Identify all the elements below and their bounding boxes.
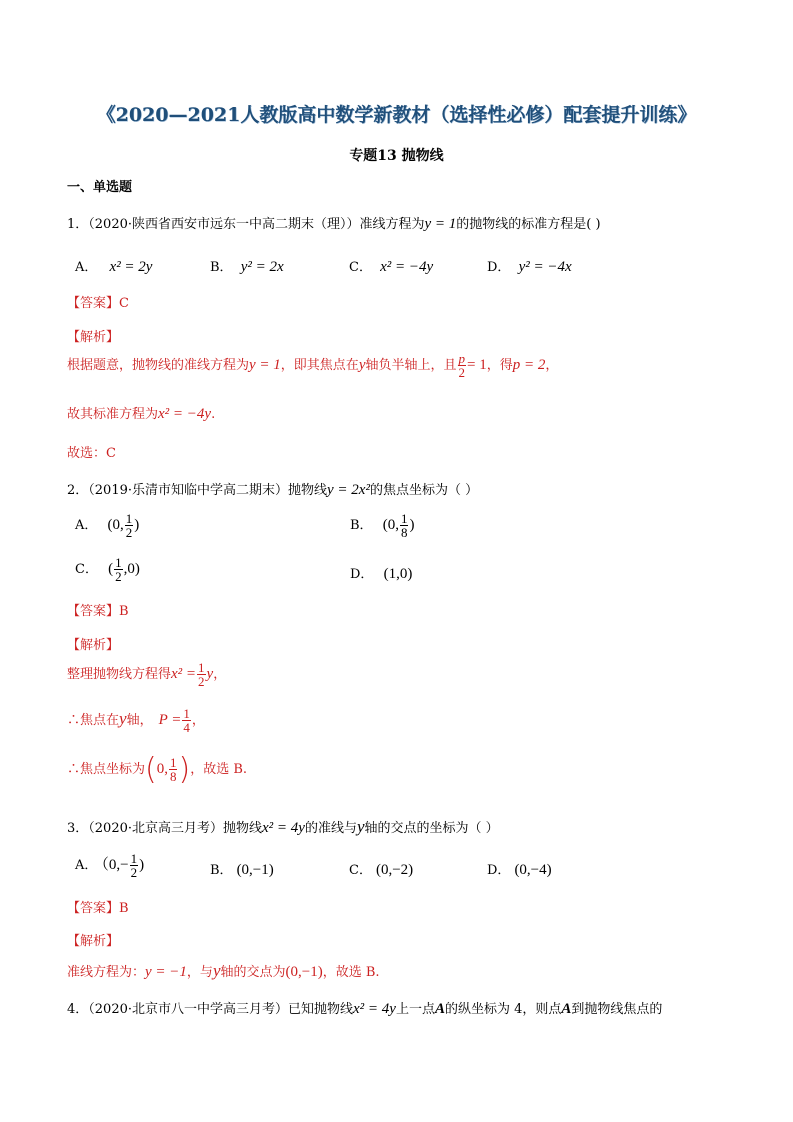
q3-option-a: A． （0,− $\frac{1}{2}$ ) — [75, 851, 145, 880]
q2-option-d: D． (1,0) — [350, 566, 413, 582]
q3-answer: 【答案】B — [67, 901, 129, 916]
question-3-stem: 3．（2020·北京高三月考）抛物线x² = 4y的准线与y轴的交点的坐标为（ ） — [67, 817, 499, 836]
q1-option-a-eq: x² = 2y — [109, 259, 153, 275]
question-4-stem: 4．（2020·北京市八一中学高三月考）已知抛物线x² = 4y上一点A的纵坐标为 4，则点A到抛物线焦点的 — [67, 1001, 663, 1017]
q1-option-a: A． x² = 2y — [75, 259, 153, 275]
q3-option-c: C． (0,−2) — [349, 862, 414, 878]
q1-option-d-eq: y² = −4x — [518, 259, 572, 275]
q1-analysis-label: 【解析】 — [67, 330, 120, 345]
q2-answer: 【答案】B — [67, 604, 129, 619]
q2-solution-line-2: ∴焦点在y轴， P = $\frac{1}{4}$ ， — [67, 706, 205, 735]
q3-option-d: D． (0,−4) — [487, 862, 552, 878]
q2-analysis-label: 【解析】 — [67, 638, 120, 653]
q3-analysis-label: 【解析】 — [67, 934, 120, 949]
q1-option-c-eq: x² = −4y — [380, 259, 434, 275]
q1-option-d: D． y² = −4x — [487, 259, 572, 275]
question-2-stem: 2．（2019·乐清市知临中学高二期末）抛物线y = 2x²的焦点坐标为（ ） — [67, 482, 479, 498]
q2-solution-line-1: 整理抛物线方程得x² = $\frac{1}{2}$ y， — [67, 660, 227, 689]
question-1-stem: 1．（2020·陕西省西安市远东一中高二期末（理））准线方程为y = 1的抛物线的标准方程是( ) — [67, 216, 601, 232]
q2-option-a: A． (0, $\frac{1}{2}$ ) — [75, 511, 140, 540]
q3-option-b: B． (0,−1) — [210, 862, 274, 878]
document-title: 《2020—2021人教版高中数学新教材（选择性必修）配套提升训练》 — [96, 104, 697, 126]
q2-solution-line-3: ∴焦点坐标为(0, $\frac{1}{8}$ )，故选 B. — [67, 752, 248, 787]
q2-option-c: C． ( $\frac{1}{2}$ ,0) — [75, 555, 140, 584]
section-heading: 一、单选题 — [67, 180, 133, 195]
q1-option-b-eq: y² = 2x — [240, 259, 284, 275]
topic-subtitle: 专题13 抛物线 — [349, 148, 444, 164]
q1-solution-line-2: 故其标准方程为x² = −4y. — [67, 406, 216, 422]
q1-solution-line-1: 根据题意，抛物线的准线方程为y = 1，即其焦点在y轴负半轴上，且 $\frac{p}{2}$ = 1，得p = 2， — [67, 351, 559, 380]
q2-option-b: B． (0, $\frac{1}{8}$ ) — [350, 511, 415, 540]
q3-solution: 准线方程为：y = −1，与y轴的交点为(0,−1)，故选 B. — [67, 961, 380, 980]
q1-option-b: B． y² = 2x — [210, 259, 284, 275]
q1-option-c: C． x² = −4y — [349, 259, 434, 275]
q1-answer: 【答案】C — [67, 296, 129, 311]
q1-solution-line-3: 故选：C — [67, 446, 116, 461]
